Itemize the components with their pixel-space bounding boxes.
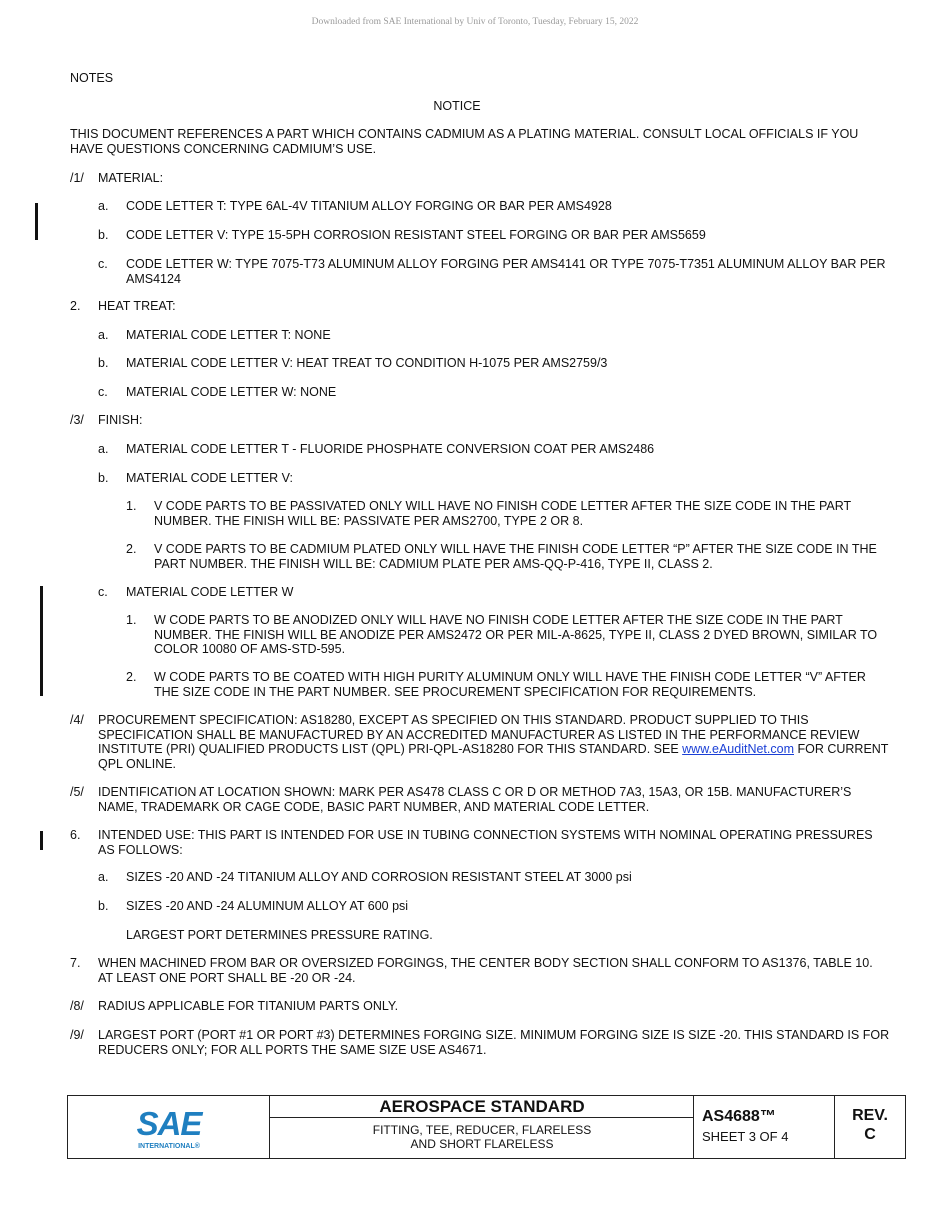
item-text: MATERIAL CODE LETTER W	[126, 585, 294, 599]
notice-text: THIS DOCUMENT REFERENCES A PART WHICH CONTAINS CADMIUM AS A PLATING MATERIAL. CONSULT LOCAL OFFICIALS IF YOU HAVE QUESTIONS CONCERNING CADMIUM’S USE.	[70, 127, 859, 156]
subitem-label: 2.	[126, 542, 137, 556]
title-cell	[270, 1096, 694, 1158]
revision-label: REV. C	[835, 1106, 905, 1144]
note-title: HEAT TREAT:	[98, 299, 176, 313]
subitem-text: V CODE PARTS TO BE PASSIVATED ONLY WILL HAVE NO FINISH CODE LETTER AFTER THE SIZE CODE IN THE PART NUMBER. THE FINISH WILL BE: PASSIVATE PER AMS2700, TYPE 2 OR 8.	[154, 499, 852, 528]
item-label: c.	[98, 257, 108, 271]
part-description: FITTING, TEE, REDUCER, FLARELESS AND SHORT FLARELESS	[372, 1123, 592, 1151]
title-block	[67, 1095, 906, 1159]
sae-logo	[68, 1096, 270, 1158]
item-label: b.	[98, 228, 109, 242]
sheet-number: SHEET 3 OF 4	[702, 1129, 789, 1144]
item-text: LARGEST PORT DETERMINES PRESSURE RATING.	[126, 928, 433, 942]
item-text: MATERIAL CODE LETTER W: NONE	[126, 385, 337, 399]
note-title: MATERIAL:	[98, 171, 164, 185]
change-bar	[40, 831, 43, 850]
note-number: /4/	[70, 713, 84, 727]
document-number-cell	[694, 1096, 835, 1158]
note-text: RADIUS APPLICABLE FOR TITANIUM PARTS ONLY.	[98, 999, 399, 1013]
item-label: c.	[98, 585, 108, 599]
item-text: CODE LETTER W: TYPE 7075-T73 ALUMINUM ALLOY FORGING PER AMS4141 OR TYPE 7075-T7351 ALUMINUM ALLOY BAR PER AMS4124	[126, 257, 886, 286]
note-number: 6.	[70, 828, 81, 842]
change-bar	[40, 586, 43, 696]
item-text: MATERIAL CODE LETTER T: NONE	[126, 328, 331, 342]
item-text: MATERIAL CODE LETTER V: HEAT TREAT TO CONDITION H-1075 PER AMS2759/3	[126, 356, 608, 370]
item-text: CODE LETTER T: TYPE 6AL-4V TITANIUM ALLOY FORGING OR BAR PER AMS4928	[126, 199, 612, 213]
note-number: /1/	[70, 171, 84, 185]
note-text: IDENTIFICATION AT LOCATION SHOWN: MARK PER AS478 CLASS C OR D OR METHOD 7A3, 15A3, OR 15B. MANUFACTURER’S NAME, TRADEMARK OR CAGE CODE, BASIC PART NUMBER, AND MATERIAL CODE LETTER.	[98, 785, 852, 814]
note-number: /9/	[70, 1028, 84, 1042]
item-text: MATERIAL CODE LETTER V:	[126, 471, 293, 485]
item-text: SIZES -20 AND -24 TITANIUM ALLOY AND CORROSION RESISTANT STEEL AT 3000 psi	[126, 870, 632, 884]
subitem-text: W CODE PARTS TO BE ANODIZED ONLY WILL HAVE NO FINISH CODE LETTER AFTER THE SIZE CODE IN THE PART NUMBER. THE FINISH WILL BE ANODIZE PER AMS2472 OR PER MIL-A-8625, TYPE II, CLASS 2 DYED BROWN, SIMILAR TO COLOR 10080 OF AMS-STD-595.	[154, 613, 878, 656]
note-number: /8/	[70, 999, 84, 1013]
note-number: 2.	[70, 299, 81, 313]
revision-value: C	[864, 1126, 876, 1143]
subitem-text: V CODE PARTS TO BE CADMIUM PLATED ONLY WILL HAVE THE FINISH CODE LETTER “P” AFTER THE SIZE CODE IN THE PART NUMBER. THE FINISH WILL BE: CADMIUM PLATE PER AMS-QQ-P-416, TYPE II, CLASS 2.	[154, 542, 877, 571]
standard-title: AEROSPACE STANDARD	[270, 1096, 694, 1118]
item-label: c.	[98, 385, 108, 399]
note-text: LARGEST PORT (PORT #1 OR PORT #3) DETERMINES FORGING SIZE. MINIMUM FORGING SIZE IS SIZE -20. THIS STANDARD IS FOR REDUCERS ONLY; FOR ALL PORTS THE SAME SIZE USE AS4671.	[98, 1028, 890, 1057]
item-label: b.	[98, 356, 109, 370]
item-label: b.	[98, 471, 109, 485]
note-number: 7.	[70, 956, 81, 970]
item-label: a.	[98, 870, 109, 884]
note-number: /5/	[70, 785, 84, 799]
revision-cell	[835, 1096, 905, 1158]
item-label: a.	[98, 442, 109, 456]
subitem-label: 2.	[126, 670, 137, 684]
document-number: AS4688™	[702, 1108, 776, 1125]
note-text: WHEN MACHINED FROM BAR OR OVERSIZED FORGINGS, THE CENTER BODY SECTION SHALL CONFORM TO AS1376, TABLE 10. AT LEAST ONE PORT SHALL BE -20 OR -24.	[98, 956, 873, 985]
note-text: PROCUREMENT SPECIFICATION: AS18280, EXCEPT AS SPECIFIED ON THIS STANDARD. PRODUCT SUPPLIED TO THIS SPECIFICATION SHALL BE MANUFACTURED BY AN ACCREDITED MANUFACTURER AS LISTED IN THE PERFORMANCE REVIEW INSTITUTE (PRI) QUALIFIED PRODUCTS LIST (QPL) PRI-QPL-AS18280 FOR THIS STANDARD. SEE www.eAuditNet.com FOR CURRENT QPL ONLINE.	[98, 713, 889, 771]
item-text: SIZES -20 AND -24 ALUMINUM ALLOY AT 600 psi	[126, 899, 409, 913]
download-watermark: Downloaded from SAE International by Univ of Toronto, Tuesday, February 15, 2022	[311, 17, 639, 27]
notice-heading: NOTICE	[433, 99, 481, 113]
subitem-text: W CODE PARTS TO BE COATED WITH HIGH PURITY ALUMINUM ONLY WILL HAVE THE FINISH CODE LETTER “V” AFTER THE SIZE CODE IN THE PART NUMBER. SEE PROCUREMENT SPECIFICATION FOR REQUIREMENTS.	[154, 670, 866, 699]
note-text: INTENDED USE: THIS PART IS INTENDED FOR USE IN TUBING CONNECTION SYSTEMS WITH NOMINAL OPERATING PRESSURES AS FOLLOWS:	[98, 828, 873, 857]
eauditnet-link[interactable]: www.eAuditNet.com	[682, 742, 794, 756]
note-title: FINISH:	[98, 413, 143, 427]
subitem-label: 1.	[126, 499, 137, 513]
sae-logo-text: SAE	[136, 1105, 202, 1142]
sae-logo-subtext: INTERNATIONAL®	[138, 1143, 200, 1150]
note-number: /3/	[70, 413, 84, 427]
item-label: a.	[98, 328, 109, 342]
change-bar	[35, 203, 38, 240]
sae-logo-cell	[68, 1096, 270, 1158]
subitem-label: 1.	[126, 613, 137, 627]
notes-heading: NOTES	[70, 71, 114, 85]
item-label: a.	[98, 199, 109, 213]
item-text: CODE LETTER V: TYPE 15-5PH CORROSION RESISTANT STEEL FORGING OR BAR PER AMS5659	[126, 228, 706, 242]
item-label: b.	[98, 899, 109, 913]
item-text: MATERIAL CODE LETTER T - FLUORIDE PHOSPHATE CONVERSION COAT PER AMS2486	[126, 442, 655, 456]
